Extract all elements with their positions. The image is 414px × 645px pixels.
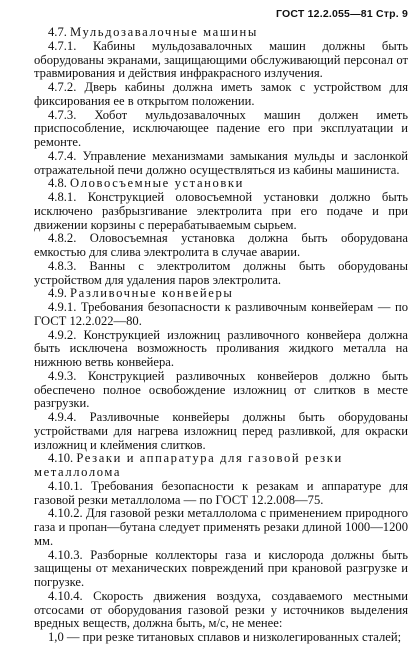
section-number: 4.7. (48, 25, 67, 39)
section-number: 4.9. (48, 286, 67, 301)
paragraph-4-10-3: 4.10.3. Разборные коллекторы газа и кислорода должны быть защищены от механических повреждений при крановой разгрузке и погрузке. (34, 547, 408, 589)
page-header: ГОСТ 12.2.055—81 Стр. 9 (275, 8, 408, 20)
section-title: Оловосъемные установки (70, 176, 244, 191)
section-title: Мульдозавалочные машины (70, 25, 258, 39)
paragraph-4-9-4: 4.9.4. Разливочные конвейеры должны быть оборудованы устройствами для нагрева изложниц перед разливкой, для окраски изложниц и клеймения слитков. (34, 410, 408, 452)
section-number: 4.8. (48, 176, 67, 191)
section-title: Разливочные конвейеры (70, 286, 234, 301)
paragraph-4-7-1: 4.7.1. Кабины мульдозавалочных машин должны быть оборудованы экранами, защищающими обслуживающий персонал от травмирования и действия инфракрасного излучения. (34, 38, 408, 81)
section-heading-4-7 (34, 26, 408, 40)
paragraph-4-10-2: 4.10.2. Для газовой резки металлолома с применением природного газа и пропан—бутана следует применять резаки длиной 1000—1200 мм. (34, 506, 408, 548)
section-title: Резаки и аппаратура для газовой резки металлолома (34, 451, 343, 479)
paragraph-4-10-4: 4.10.4. Скорость движения воздуха, создаваемого местными отсосами от оборудования газовой резки у источников выделения вредных веществ, должна быть, м/с, не менее: (34, 588, 408, 631)
paragraph-4-10-1: 4.10.1. Требования безопасности к резакам и аппаратуре для газовой резки металлолома — по ГОСТ 12.2.008—75. (34, 478, 408, 507)
paragraph-4-9-2: 4.9.2. Конструкцией изложниц разливочного конвейера должна быть исключена возможность проливания жидкого металла на нижнюю ветвь конвейера. (34, 327, 408, 369)
paragraph-4-7-2: 4.7.2. Дверь кабины должна иметь замок с устройством для фиксирования ее в открытом положении. (34, 80, 408, 108)
paragraph-4-9-1: 4.9.1. Требования безопасности к разливочным конвейерам — по ГОСТ 12.2.022—80. (34, 300, 408, 328)
section-heading-4-10 (34, 452, 408, 480)
paragraph-4-7-3: 4.7.3. Хобот мульдозавалочных машин должен иметь приспособление, исключающее падение его при эксплуатации и ремонте. (34, 107, 408, 149)
section-heading-4-9 (34, 287, 408, 301)
section-number: 4.10. (48, 451, 74, 466)
paragraph-4-9-3: 4.9.3. Конструкцией разливочных конвейеров должно быть обеспечено полное освобождение изложниц от слитков в месте разгрузки. (34, 368, 408, 411)
paragraph-4-8-3: 4.8.3. Ванны с электролитом должны быть оборудованы устройством для удаления паров электролита. (34, 258, 408, 287)
paragraph-4-7-4: 4.7.4. Управление механизмами замыкания мульды и заслонкой отражательной печи должно осуществляться из кабины машиниста. (34, 148, 408, 177)
paragraph-4-8-2: 4.8.2. Оловосъемная установка должна быть оборудована емкостью для слива электролита в случае аварии. (34, 231, 408, 259)
document-body (34, 26, 408, 645)
section-heading-4-8 (34, 177, 408, 191)
list-item-titanium: 1,0 — при резке титановых сплавов и низколегированных сталей; (48, 630, 402, 644)
paragraph-4-8-1: 4.8.1. Конструкцией оловосъемной установки должно быть исключено разбрызгивание электролита при его подаче и при движении корзины с перерабатываемым сырьем. (34, 190, 408, 232)
